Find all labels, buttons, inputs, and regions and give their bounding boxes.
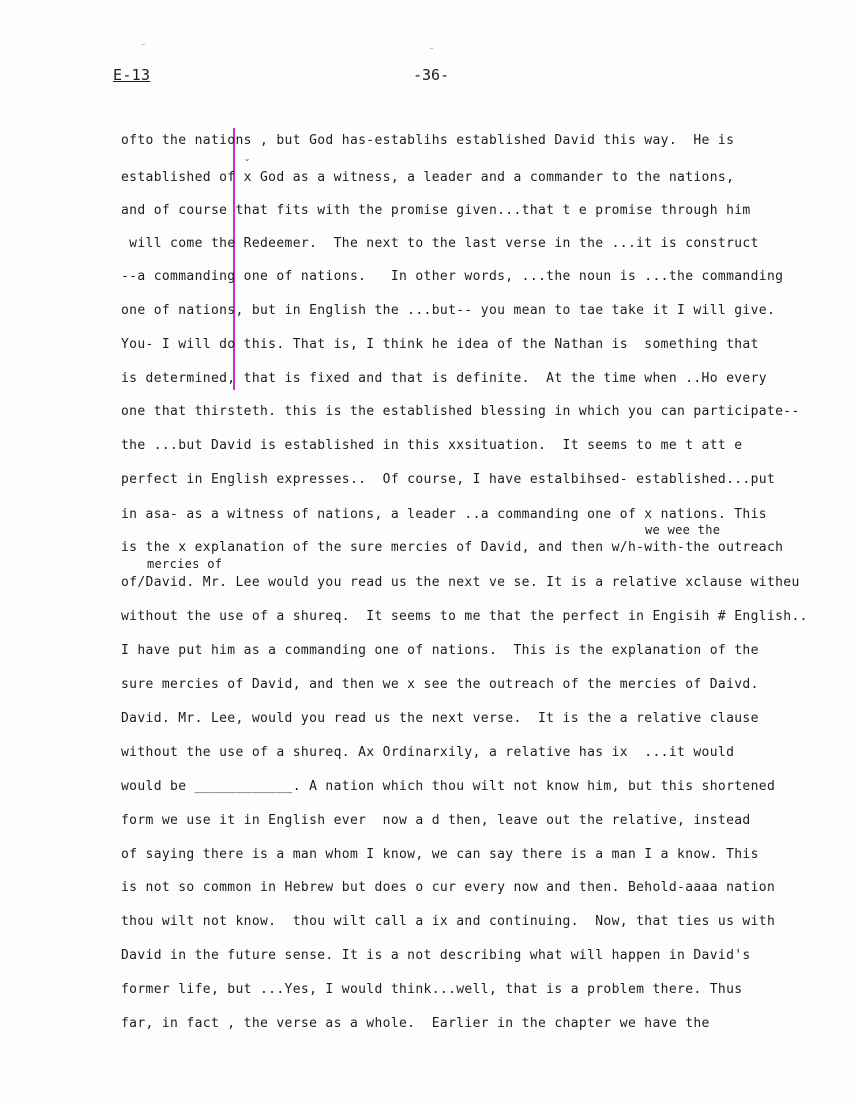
text-line-18: David. Mr. Lee, would you read us the next verse. It is the a relative clause	[121, 711, 759, 726]
text-line-27: far, in fact , the verse as a whole. Earlier in the chapter we have the	[121, 1016, 710, 1031]
paper-speck	[430, 48, 433, 49]
text-line-1: ofto the nations , but God has-establihs established David this way. He is	[121, 133, 735, 148]
text-line-11: perfect in English expresses.. Of course, I have estalbihsed- established...put	[121, 472, 776, 487]
text-line-23: is not so common in Hebrew but does o cur every now and then. Behold-aaaa nation	[121, 880, 776, 895]
text-line-22: of saying there is a man whom I know, we can say there is a man I a know. This	[121, 847, 759, 862]
text-line-20: would be ____________. A nation which thou wilt not know him, but this shortened	[121, 779, 776, 794]
text-line-25: David in the future sense. It is a not describing what will happen in David's	[121, 948, 751, 963]
text-line-7: You- I will do this. That is, I think he idea of the Nathan is something that	[121, 337, 759, 352]
text-line-8: is determined, that is fixed and that is definite. At the time when ..Ho every	[121, 371, 767, 386]
text-line-19: without the use of a shureq. Ax Ordinarxily, a relative has ix ...it would	[121, 745, 735, 760]
page-number: -36-	[413, 66, 450, 84]
text-line-21: form we use it in English ever now a d then, leave out the relative, instead	[121, 813, 751, 828]
text-line-10: the ...but David is established in this xxsituation. It seems to me t att e	[121, 438, 743, 453]
text-line-26: former life, but ...Yes, I would think...well, that is a problem there. Thus	[121, 982, 743, 997]
text-line-13: is the x explanation of the sure mercies of David, and then w/h-with-the outreach	[121, 540, 784, 555]
text-line-24: thou wilt not know. thou wilt call a ix and continuing. Now, that ties us with	[121, 914, 776, 929]
handwritten-insert-above-line-13: we wee the	[645, 523, 721, 537]
text-line-16: I have put him as a commanding one of nations. This is the explanation of the	[121, 643, 759, 658]
text-line-14: of/David. Mr. Lee would you read us the next ve se. It is a relative xclause witheu	[121, 575, 800, 590]
text-line-15: without the use of a shureq. It seems to me that the perfect in Engisih # English..	[121, 609, 808, 624]
handwritten-caret-mark: ˘	[244, 159, 251, 170]
document-code: E-13	[113, 66, 151, 84]
handwritten-insert-above-line-14: mercies of	[147, 557, 223, 571]
text-line-3: and of course that fits with the promise given...that t e promise through him	[121, 203, 751, 218]
text-line-2: established of x God as a witness, a leader and a commander to the nations,	[121, 170, 735, 185]
paper-speck	[142, 44, 145, 45]
text-line-5: --a commanding one of nations. In other words, ...the noun is ...the commanding	[121, 269, 784, 284]
text-line-4: will come the Redeemer. The next to the last verse in the ...it is construct	[121, 236, 759, 251]
text-line-12: in asa- as a witness of nations, a leader ..a commanding one of x nations. This	[121, 507, 767, 522]
text-line-6: one of nations, but in English the ...but-- you mean to tae take it I will give.	[121, 303, 776, 318]
text-line-17: sure mercies of David, and then we x see the outreach of the mercies of Daivd.	[121, 677, 759, 692]
text-line-9: one that thirsteth. this is the established blessing in which you can participate--	[121, 404, 800, 419]
